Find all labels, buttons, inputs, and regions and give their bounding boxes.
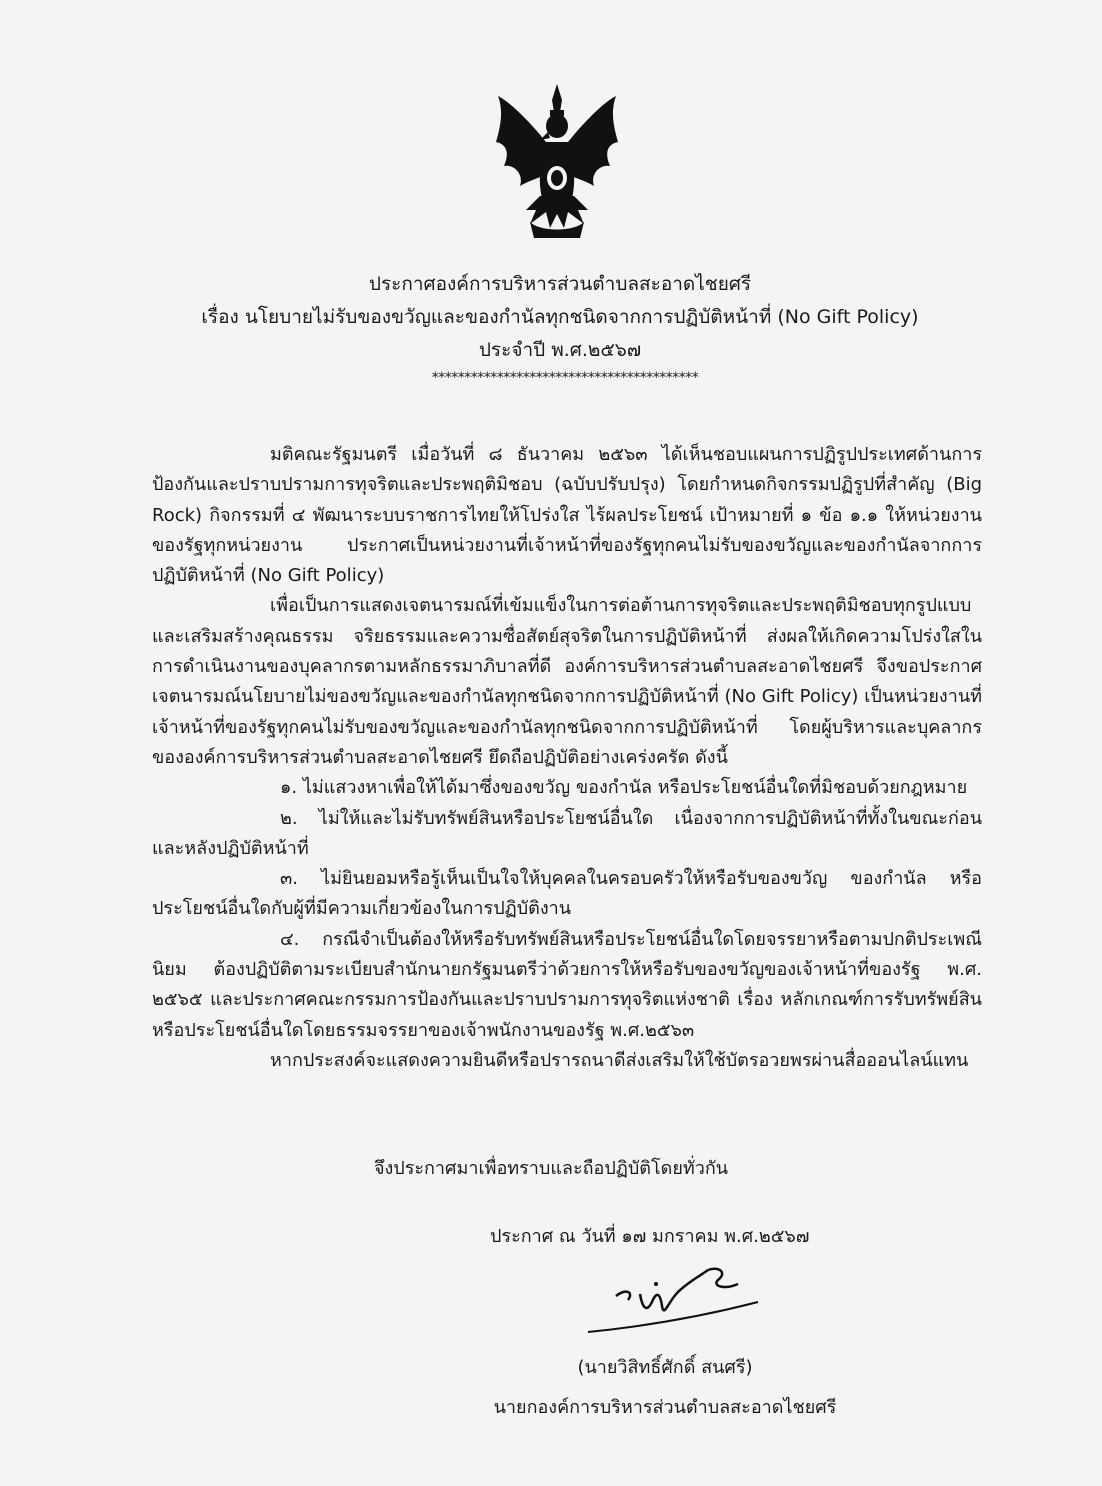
closing-statement: จึงประกาศมาเพื่อทราบและถือปฏิบัติโดยทั่วกัน: [373, 1158, 729, 1179]
header-issuer: ประกาศองค์การบริหารส่วนตำบลสะอาดไชยศรี: [368, 273, 752, 295]
announcement-date: ประกาศ ณ วันที่ ๑๗ มกราคม พ.ศ.๒๕๖๗: [490, 1226, 810, 1247]
signature-icon: [568, 1262, 768, 1342]
garuda-emblem-icon: [490, 82, 624, 240]
policy-item-1: ๑. ไม่แสวงหาเพื่อให้ได้มาซึ่งของขวัญ ของกำนัล หรือประโยชน์อื่นใดที่มิชอบด้วยกฎหมาย: [280, 777, 968, 799]
header-subject: เรื่อง นโยบายไม่รับของขวัญและของกำนัลทุกชนิดจากการปฏิบัติหน้าที่ (No Gift Policy): [201, 306, 919, 328]
policy-item-2: ๒. ไม่ให้และไม่รับทรัพย์สินหรือประโยชน์อื่นใด เนื่องจากการปฏิบัติหน้าที่ทั้งในขณะก่อนและหลังปฏิบัติหน้าที่: [152, 807, 982, 859]
separator-line: *****************************************: [431, 370, 699, 386]
policy-item-3: ๓. ไม่ยินยอมหรือรู้เห็นเป็นใจให้บุคคลในครอบครัวให้หรือรับของขวัญ ของกำนัล หรือประโยชน์อื่นใดกับผู้ที่มีความเกี่ยวข้องในการปฏิบัติงาน: [152, 868, 982, 920]
paragraph-intent: เพื่อเป็นการแสดงเจตนารมณ์ที่เข้มแข็งในการต่อต้านการทุจริตและประพฤติมิชอบทุกรูปแบบและเสริมสร้างคุณธรรม จริยธรรมและความซื่อสัตย์สุจริตในการปฏิบัติหน้าที่ ส่งผลให้เกิดความโปร่งใสในการดำเนินงานของบุคลากรตามหลักธรรมาภิบาลที่ดี องค์การบริหารส่วนตำบลสะอาดไชยศรี จึงขอประกาศเจตนารมณ์นโยบายไม่ของขวัญและของกำนัลทุกชนิดจากการปฏิบัติหน้าที่ (No Gift Policy) เป็นหน่วยงานที่เจ้าหน้าที่ของรัฐทุกคนไม่รับของขวัญและของกำนัลทุกชนิดจากการปฏิบัติหน้าที่ โดยผู้บริหารและบุคลากรขององค์การบริหารส่วนตำบลสะอาดไชยศรี ยึดถือปฏิบัติอย่างเคร่งครัด ดังนี้: [152, 595, 982, 768]
announcement-body: [152, 440, 982, 1076]
signer-name: (นายวิสิทธิ์ศักดิ์ สนศรี): [577, 1357, 753, 1378]
signer-title: นายกองค์การบริหารส่วนตำบลสะอาดไชยศรี: [493, 1397, 837, 1418]
paragraph-online-cards: หากประสงค์จะแสดงความยินดีหรือปรารถนาดีส่งเสริมให้ใช้บัตรอวยพรผ่านสื่อออนไลน์แทน: [270, 1049, 969, 1071]
policy-item-4: ๔. กรณีจำเป็นต้องให้หรือรับทรัพย์สินหรือประโยชน์อื่นใดโดยจรรยาหรือตามปกติประเพณีนิยม ต้องปฏิบัติตามระเบียบสำนักนายกรัฐมนตรีว่าด้วยการให้หรือรับของขวัญของเจ้าหน้าที่ของรัฐ พ.ศ. ๒๕๖๕ และประกาศคณะกรรมการป้องกันและปราบปรามการทุจริตแห่งชาติ เรื่อง หลักเกณฑ์การรับทรัพย์สินหรือประโยชน์อื่นใดโดยธรรมจรรยาของเจ้าพนักงานของรัฐ พ.ศ.๒๕๖๓: [152, 928, 982, 1041]
announcement-header: [120, 268, 1000, 367]
paragraph-background: มติคณะรัฐมนตรี เมื่อวันที่ ๘ ธันวาคม ๒๕๖๓ ได้เห็นชอบแผนการปฏิรูปประเทศด้านการป้องกันและปราบปรามการทุจริตและประพฤติมิชอบ (ฉบับปรับปรุง) โดยกำหนดกิจกรรมปฏิรูปที่สำคัญ (Big Rock) กิจกรรมที่ ๔ พัฒนาระบบราชการไทยให้โปร่งใส ไร้ผลประโยชน์ เป้าหมายที่ ๑ ข้อ ๑.๑ ให้หน่วยงานของรัฐทุกหน่วยงาน ประกาศเป็นหน่วยงานที่เจ้าหน้าที่ของรัฐทุกคนไม่รับของขวัญและของกำนัลจากการปฏิบัติหน้าที่ (No Gift Policy): [152, 444, 982, 587]
header-year: ประจำปี พ.ศ.๒๕๖๗: [478, 339, 642, 361]
